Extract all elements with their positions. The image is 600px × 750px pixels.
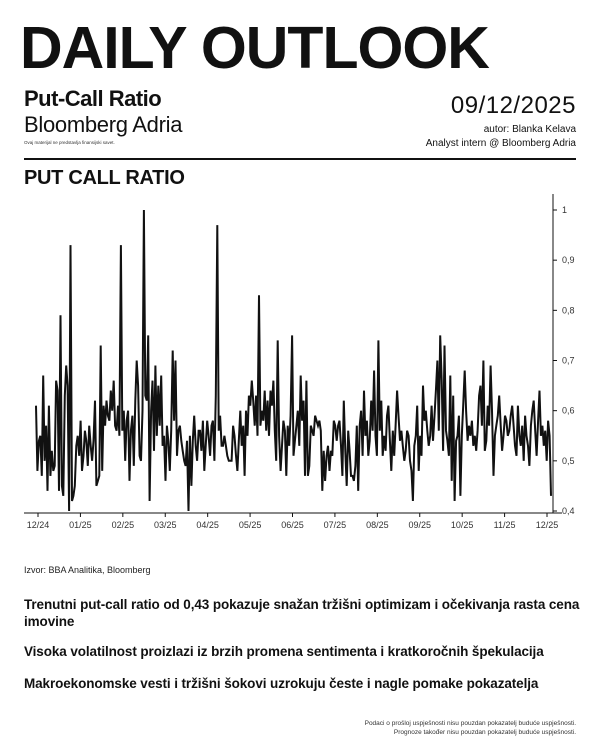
y-axis-ticks bbox=[553, 205, 575, 516]
x-tick-label: 08/25 bbox=[366, 520, 389, 530]
page-title: DAILY OUTLOOK bbox=[20, 15, 489, 81]
y-tick-label: 0,4 bbox=[562, 506, 575, 516]
x-tick-label: 02/25 bbox=[111, 520, 135, 530]
x-tick-label: 11/25 bbox=[493, 520, 516, 530]
x-tick-label: 05/25 bbox=[238, 520, 262, 530]
y-tick-label: 0,5 bbox=[562, 455, 575, 466]
report-subtitle: Put-Call Ratio bbox=[24, 86, 162, 111]
x-tick-label: 10/25 bbox=[450, 520, 474, 530]
insight-1: Trenutni put-call ratio od 0,43 pokazuje snažan tržišni optimizam i očekivanja rasta cena imovine bbox=[24, 597, 580, 629]
author-line: autor: Blanka Kelava bbox=[483, 124, 576, 135]
x-tick-label: 01/25 bbox=[69, 520, 92, 530]
y-tick-label: 0,9 bbox=[562, 255, 575, 266]
insight-2: Visoka volatilnost proizlazi iz brzih promena sentimenta i kratkoročnih špekulacija bbox=[24, 644, 544, 659]
x-tick-label: 12/25 bbox=[535, 520, 559, 530]
footer-disclaimer-1: Podaci o prošloj uspješnosti nisu pouzdan pokazatelj buduće uspješnosti. bbox=[364, 720, 576, 727]
x-tick-label: 04/25 bbox=[196, 520, 219, 530]
y-tick-label: 0,6 bbox=[562, 405, 575, 416]
report-date: 09/12/2025 bbox=[450, 92, 576, 119]
insight-3: Makroekonomske vesti i tržišni šokovi uzrokuju česte i nagle pomake pokazatelja bbox=[24, 676, 539, 691]
x-axis-ticks bbox=[27, 513, 559, 530]
put-call-ratio-chart bbox=[0, 190, 600, 540]
y-tick-label: 0,8 bbox=[562, 305, 575, 316]
header-divider bbox=[24, 158, 576, 160]
x-tick-label: 06/25 bbox=[281, 520, 304, 530]
x-tick-label: 07/25 bbox=[323, 520, 347, 530]
chart-source: Izvor: BBA Analitika, Bloomberg bbox=[24, 565, 151, 575]
footer-disclaimer-2: Prognoze također nisu pouzdan pokazatelj buduće uspješnosti. bbox=[393, 729, 576, 736]
series-line bbox=[36, 210, 551, 511]
x-tick-label: 12/24 bbox=[26, 520, 50, 530]
author-role: Analyst intern @ Bloomberg Adria bbox=[425, 138, 576, 149]
brand-name: Bloomberg Adria bbox=[24, 112, 183, 137]
x-tick-label: 03/25 bbox=[153, 520, 177, 530]
x-tick-label: 09/25 bbox=[408, 520, 432, 530]
y-tick-label: 1 bbox=[562, 205, 568, 215]
section-title: PUT CALL RATIO bbox=[24, 167, 185, 189]
header-disclaimer: Ovaj materijal ne predstavlja finansijski savet. bbox=[24, 140, 115, 145]
y-tick-label: 0,7 bbox=[562, 355, 575, 366]
